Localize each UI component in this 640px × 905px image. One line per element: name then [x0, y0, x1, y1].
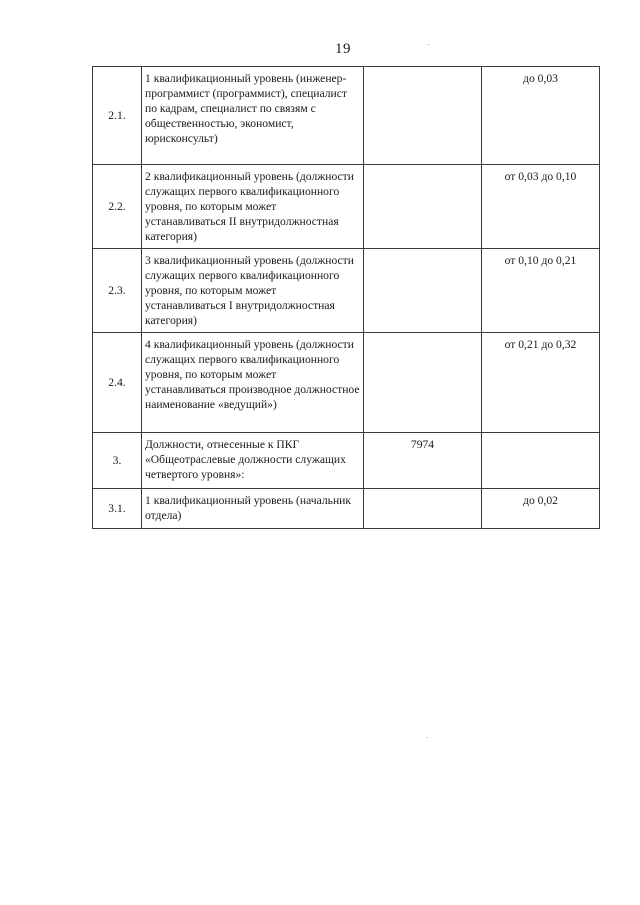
row-number: 2.2. — [93, 165, 142, 249]
row-description: Должности, отнесенные к ПКГ «Общеотраслевые должности служащих четвертого уровня»: — [142, 433, 364, 489]
table-row — [93, 165, 600, 249]
page-number: 19 — [335, 41, 351, 57]
table-row — [93, 67, 600, 165]
row-coefficient: от 0,10 до 0,21 — [482, 249, 600, 333]
row-description: 2 квалификационный уровень (должности служащих первого квалификационного уровня, по которым может устанавливаться II внутридолжностная категория) — [142, 165, 364, 249]
table-row — [93, 489, 600, 529]
row-number: 2.4. — [93, 333, 142, 433]
row-coefficient: до 0,03 — [482, 67, 600, 165]
row-code — [364, 333, 482, 433]
scan-speck — [427, 737, 428, 738]
row-code — [364, 165, 482, 249]
row-description: 3 квалификационный уровень (должности служащих первого квалификационного уровня, по которым может устанавливаться I внутридолжностная категория) — [142, 249, 364, 333]
scan-speck — [428, 44, 429, 45]
table-row — [93, 333, 600, 433]
row-description: 1 квалификационный уровень (начальник отдела) — [142, 489, 364, 529]
positions-table — [92, 66, 600, 529]
row-code — [364, 67, 482, 165]
row-coefficient: до 0,02 — [482, 489, 600, 529]
row-coefficient — [482, 433, 600, 489]
table-row — [93, 433, 600, 489]
row-code — [364, 249, 482, 333]
row-description: 4 квалификационный уровень (должности служащих первого квалификационного уровня, по которым может устанавливаться производное должностное наименование «ведущий») — [142, 333, 364, 433]
row-coefficient: от 0,21 до 0,32 — [482, 333, 600, 433]
row-coefficient: от 0,03 до 0,10 — [482, 165, 600, 249]
row-number: 2.3. — [93, 249, 142, 333]
row-code: 7974 — [364, 433, 482, 489]
row-number: 2.1. — [93, 67, 142, 165]
row-description: 1 квалификационный уровень (инженер-программист (программист), специалист по кадрам, специалист по связям с общественностью, экономист, юрисконсульт) — [142, 67, 364, 165]
table-row — [93, 249, 600, 333]
row-number: 3. — [93, 433, 142, 489]
row-code — [364, 489, 482, 529]
row-number: 3.1. — [93, 489, 142, 529]
